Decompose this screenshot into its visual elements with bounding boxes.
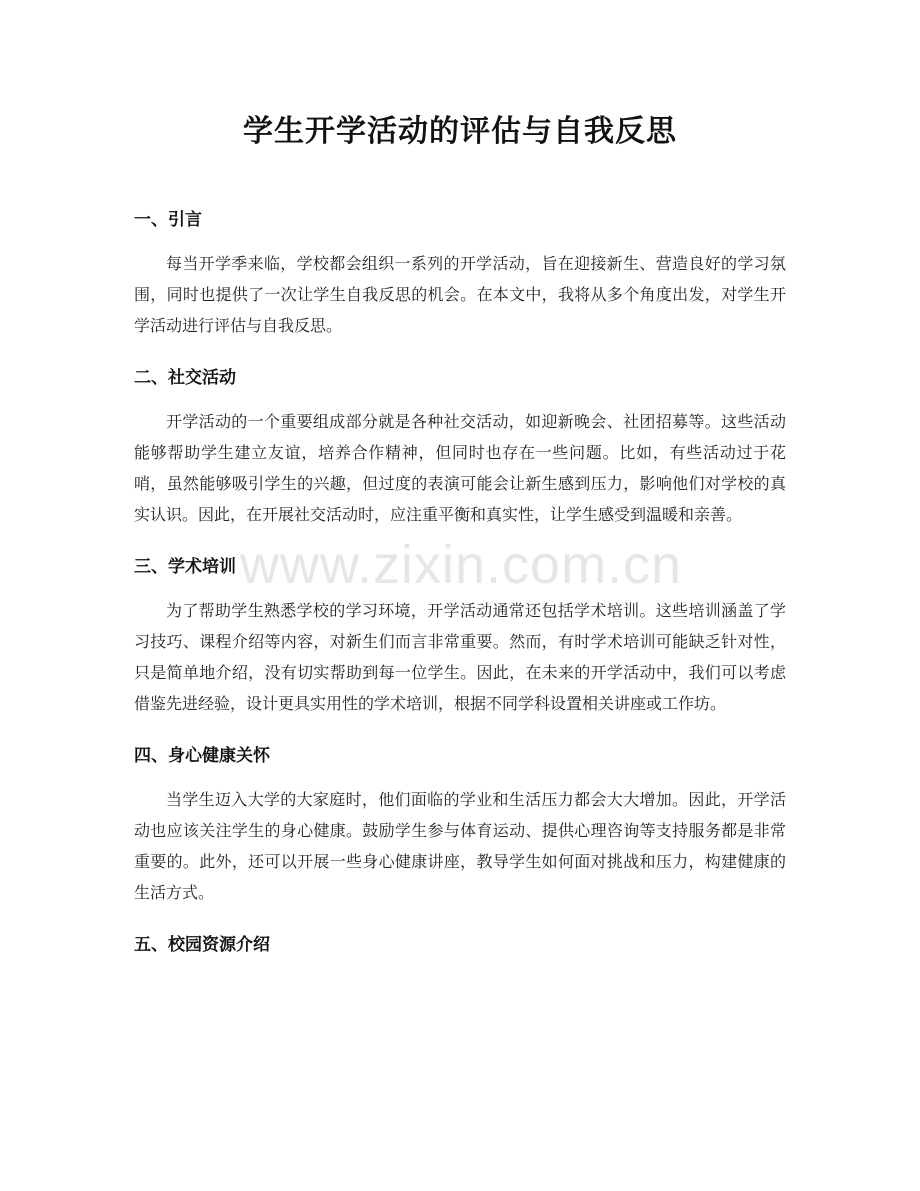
watermark: www.zixin.com.cn (240, 535, 683, 595)
section-paragraph: 为了帮助学生熟悉学校的学习环境，开学活动通常还包括学术培训。这些培训涵盖了学习技巧、课程介绍等内容，对新生们而言非常重要。然而，有时学术培训可能缺乏针对性，只是简单地介绍，没有切实帮助到每一位学生。因此，在未来的开学活动中，我们可以考虑借鉴先进经验，设计更具实用性的学术培训，根据不同学科设置相关讲座或工作坊。 (134, 601, 786, 713)
section-heading: 二、社交活动 (134, 368, 236, 388)
section-paragraph: 当学生迈入大学的大家庭时，他们面临的学业和生活压力都会大大增加。因此，开学活动也应该关注学生的身心健康。鼓励学生参与体育运动、提供心理咨询等支持服务都是非常重要的。此外，还可以开展一些身心健康讲座，教导学生如何面对挑战和压力，构建健康的生活方式。 (134, 790, 786, 902)
section-campus-resources (134, 931, 786, 959)
section-health-care (134, 742, 786, 908)
section-introduction (134, 206, 786, 341)
document-title: 学生开学活动的评估与自我反思 (243, 114, 677, 149)
section-academic-training (134, 553, 786, 719)
section-heading: 三、学术培训 (134, 557, 236, 577)
section-social-activities (134, 364, 786, 530)
section-heading: 一、引言 (134, 210, 202, 230)
section-heading: 五、校园资源介绍 (134, 935, 270, 955)
section-paragraph: 每当开学季来临，学校都会组织一系列的开学活动，旨在迎接新生、营造良好的学习氛围，同时也提供了一次让学生自我反思的机会。在本文中，我将从多个角度出发，对学生开学活动进行评估与自我反思。 (134, 254, 786, 335)
section-paragraph: 开学活动的一个重要组成部分就是各种社交活动，如迎新晚会、社团招募等。这些活动能够帮助学生建立友谊，培养合作精神，但同时也存在一些问题。比如，有些活动过于花哨，虽然能够吸引学生的兴趣，但过度的表演可能会让新生感到压力，影响他们对学校的真实认识。因此，在开展社交活动时，应注重平衡和真实性，让学生感受到温暖和亲善。 (134, 412, 786, 524)
section-heading: 四、身心健康关怀 (134, 746, 270, 766)
